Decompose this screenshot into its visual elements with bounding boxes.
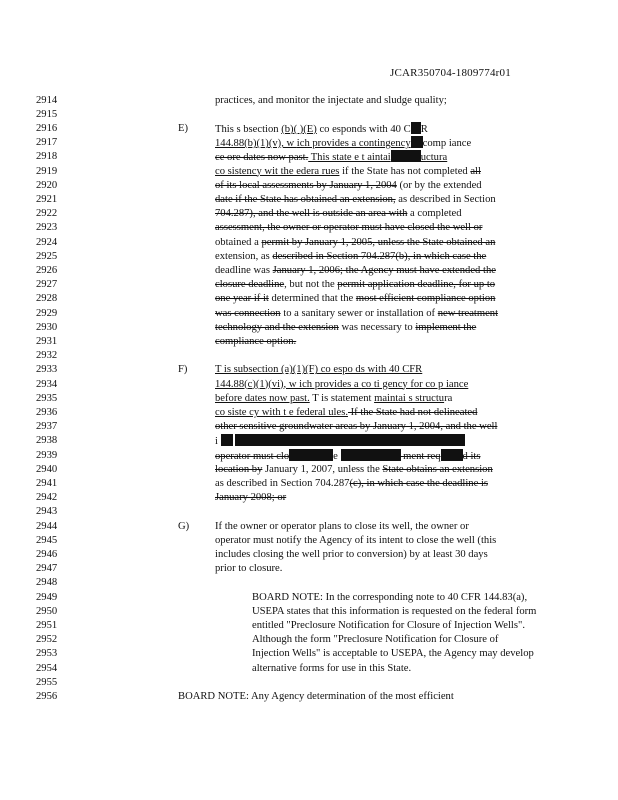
- document-line: [0, 136, 618, 150]
- line-text: [215, 236, 495, 250]
- struck-text: 704.287), and the well is outside an area with: [215, 208, 408, 220]
- text-run: comp iance: [422, 138, 472, 150]
- document-line: [0, 250, 618, 264]
- line-text: [215, 449, 480, 464]
- line-number: 2950: [36, 605, 58, 617]
- document-line: [0, 207, 618, 221]
- subsection-marker: E): [178, 122, 188, 134]
- document-line: [0, 349, 618, 363]
- line-text: [215, 193, 496, 207]
- struck-text: of its local assessments by January 1, 2004: [215, 179, 397, 191]
- line-number: 2952: [36, 634, 58, 646]
- text-run: prior to closure.: [215, 563, 283, 575]
- document-line: [0, 108, 618, 122]
- struck-text: other sensitive groundwater areas by January 1, 2004, and the well: [215, 421, 498, 433]
- line-text: [215, 122, 428, 137]
- redaction-block: [341, 449, 401, 461]
- line-text: [252, 591, 527, 605]
- underlined-text: 144.88(c)(1)(vi), w ich provides a: [215, 378, 362, 390]
- underlined-text: 144.88(b)(1)(v), w: [215, 138, 297, 150]
- line-number: 2928: [36, 293, 58, 305]
- line-number: 2954: [36, 662, 58, 674]
- line-number: 2953: [36, 648, 58, 660]
- underlined-text: ich provides a contingency: [296, 138, 411, 150]
- line-number: 2940: [36, 463, 58, 475]
- line-number: 2938: [36, 435, 58, 447]
- text-run: This s bsection: [215, 123, 282, 135]
- line-text: [252, 633, 498, 647]
- document-line: [0, 193, 618, 207]
- document-line: [0, 179, 618, 193]
- text-run: If the owner or operator plans to close its well, the owner or: [215, 520, 469, 532]
- line-number: 2918: [36, 151, 58, 163]
- document-line: [0, 307, 618, 321]
- line-number: 2951: [36, 619, 58, 631]
- document-line: [0, 150, 618, 164]
- text-run: entitled "Preclosure Notification for Closure of Injection Wells".: [252, 619, 525, 631]
- line-number: 2956: [36, 690, 58, 702]
- document-line: [0, 278, 618, 292]
- struck-text: implement the: [415, 321, 477, 333]
- document-line: [0, 505, 618, 519]
- struck-text: ment req: [400, 450, 441, 462]
- line-number: 2939: [36, 449, 58, 461]
- line-number: 2927: [36, 279, 58, 291]
- document-line: [0, 434, 618, 448]
- line-text: [215, 221, 482, 235]
- text-run: a completed: [407, 208, 462, 220]
- struck-text: ce ore dates now past.: [215, 152, 309, 164]
- underlined-text: (b)( )(E): [281, 123, 317, 135]
- line-number: 2930: [36, 321, 58, 333]
- line-number: 2914: [36, 94, 58, 106]
- text-run: R: [420, 123, 428, 135]
- line-number: 2925: [36, 250, 58, 262]
- line-number: 2922: [36, 208, 58, 220]
- line-text: [215, 136, 471, 151]
- text-run: determined that the: [268, 293, 356, 305]
- line-number: 2934: [36, 378, 58, 390]
- text-run: e: [333, 450, 341, 462]
- line-text: [215, 420, 497, 434]
- line-text: [215, 520, 469, 534]
- line-number: 2931: [36, 335, 58, 347]
- struck-text: technology and the extension: [215, 321, 339, 333]
- line-number: 2935: [36, 392, 58, 404]
- line-number: 2949: [36, 591, 58, 603]
- line-number: 2948: [36, 577, 58, 589]
- line-number: 2937: [36, 421, 58, 433]
- line-text: [215, 378, 468, 392]
- document-line: [0, 619, 618, 633]
- line-text: [215, 363, 422, 377]
- document-line: [0, 94, 618, 108]
- line-number: 2947: [36, 563, 58, 575]
- line-number: 2929: [36, 307, 58, 319]
- line-number: 2924: [36, 236, 58, 248]
- struck-text: location by: [215, 463, 263, 475]
- text-run: , but not the: [284, 279, 338, 291]
- text-run: T is statement: [309, 392, 375, 404]
- line-text: [215, 264, 496, 278]
- redaction-block: [411, 136, 423, 148]
- line-number: 2955: [36, 676, 58, 688]
- text-run: obtained a: [215, 236, 262, 248]
- line-text: [215, 250, 486, 264]
- document-line: [0, 236, 618, 250]
- underlined-text: co ti gency for co p iance: [361, 378, 469, 390]
- document-line: [0, 463, 618, 477]
- document-line: [0, 363, 618, 377]
- text-run: Although the form "Preclosure Notification for Closure of: [252, 634, 499, 646]
- line-text: [215, 477, 488, 491]
- struck-text: most efficient compliance option: [355, 293, 496, 305]
- document-line: [0, 690, 618, 704]
- document-line: [0, 321, 618, 335]
- text-run: (or by the extended: [396, 179, 482, 191]
- struck-text: described in Section 704.287(b), in which case the: [272, 250, 487, 262]
- struck-text: assessment, the owner or operator must have closed the well or: [215, 222, 483, 234]
- line-text: [215, 179, 482, 193]
- line-text: [215, 434, 465, 449]
- underlined-text: This state e t aintai: [308, 152, 391, 164]
- redaction-block: [441, 449, 463, 461]
- subsection-marker: F): [178, 364, 188, 376]
- redaction-block: [235, 434, 465, 446]
- document-line: [0, 520, 618, 534]
- document-line: [0, 662, 618, 676]
- line-number: 2932: [36, 350, 58, 362]
- struck-text: d its: [462, 450, 481, 462]
- text-run: alternative forms for use in this State.: [252, 662, 412, 674]
- document-line: [0, 378, 618, 392]
- text-run: operator must notify the Agency of its intent to close the well (this: [215, 534, 497, 546]
- line-number: 2915: [36, 108, 58, 120]
- document-line: [0, 406, 618, 420]
- line-number: 2945: [36, 534, 58, 546]
- document-line: [0, 491, 618, 505]
- text-run: if the State has not completed: [339, 165, 471, 177]
- struck-text: compliance option.: [215, 335, 297, 347]
- line-number: 2926: [36, 264, 58, 276]
- text-run: i: [215, 436, 221, 448]
- text-run: USEPA states that this information is requested on the federal form: [252, 605, 537, 617]
- text-run: deadline was: [215, 264, 273, 276]
- line-text: [215, 207, 462, 221]
- text-run: co esponds with 40 C: [316, 123, 411, 135]
- document-line: [0, 392, 618, 406]
- line-text: [215, 278, 495, 292]
- document-line: [0, 335, 618, 349]
- document-line: [0, 534, 618, 548]
- line-number: 2917: [36, 137, 58, 149]
- struck-text: all: [470, 165, 481, 177]
- line-number: 2921: [36, 193, 58, 205]
- document-line: [0, 605, 618, 619]
- document-line: [0, 165, 618, 179]
- line-number: 2946: [36, 548, 58, 560]
- line-text: [215, 165, 481, 179]
- underlined-text: maintai s structu: [374, 392, 445, 404]
- text-run: ra: [444, 392, 453, 404]
- text-run: BOARD NOTE: Any Agency determination of the most efficient: [178, 690, 454, 702]
- line-text: [252, 605, 536, 619]
- line-text: [215, 94, 447, 108]
- line-text: [215, 534, 496, 548]
- struck-text: permit by January 1, 2005, unless the State obtained an: [261, 236, 496, 248]
- line-number: 2944: [36, 520, 58, 532]
- line-text: [215, 321, 476, 335]
- struck-text: new treatment: [437, 307, 499, 319]
- line-number: 2943: [36, 506, 58, 518]
- document-line: [0, 264, 618, 278]
- struck-text: one year if it: [215, 293, 269, 305]
- document-line: [0, 477, 618, 491]
- document-line: [0, 676, 618, 690]
- line-text: [215, 406, 477, 420]
- struck-text: date if the State has obtained an extension,: [215, 193, 396, 205]
- document-line: [0, 591, 618, 605]
- document-line: [0, 562, 618, 576]
- line-text: [215, 392, 452, 406]
- text-run: practices, and monitor the injectate and sludge quality;: [215, 94, 447, 106]
- document-line: [0, 647, 618, 661]
- document-line: [0, 576, 618, 590]
- text-run: was necessary to: [338, 321, 416, 333]
- line-number: 2933: [36, 364, 58, 376]
- line-text: [215, 491, 286, 505]
- line-number: 2941: [36, 477, 58, 489]
- struck-text: January 1, 2006; the Agency must have extended the: [272, 264, 496, 276]
- document-line: [0, 548, 618, 562]
- redaction-block: [221, 434, 233, 446]
- underlined-text: es: [330, 165, 340, 177]
- redaction-block: [289, 449, 333, 461]
- line-text: [252, 662, 411, 676]
- struck-text: (c), in which case the deadline is: [349, 477, 489, 489]
- text-run: as described in Section 704.287: [215, 477, 350, 489]
- underlined-text: co siste cy with t e federal ules.: [215, 406, 348, 418]
- line-text: [215, 562, 282, 576]
- line-text: [252, 647, 534, 661]
- document-line: [0, 449, 618, 463]
- document-id-header: JCAR350704-1809774r01: [390, 67, 511, 79]
- line-text: [215, 548, 488, 562]
- text-run: January 1, 2007, unless the: [262, 463, 383, 475]
- line-text: [215, 307, 498, 321]
- document-line: [0, 292, 618, 306]
- underlined-text: uctura: [420, 152, 448, 164]
- subsection-marker: G): [178, 520, 190, 532]
- underlined-text: T is subsection (a)(1)(F) co espo ds with 40 CFR: [215, 364, 423, 376]
- struck-text: was connection: [215, 307, 281, 319]
- line-text: [178, 690, 454, 704]
- struck-text: permit application deadline, for up to: [337, 279, 496, 291]
- redaction-block: [411, 122, 421, 134]
- text-run: as described in Section: [395, 193, 496, 205]
- struck-text: January 2008; or: [215, 492, 287, 504]
- underlined-text: before dates now past.: [215, 392, 310, 404]
- line-number: 2920: [36, 179, 58, 191]
- line-number: 2942: [36, 492, 58, 504]
- underlined-text: co sistency wit the edera ru: [215, 165, 331, 177]
- struck-text: If the State had not delineated: [347, 406, 478, 418]
- text-run: Injection Wells" is acceptable to USEPA, the Agency may develop: [252, 648, 534, 660]
- line-text: [215, 292, 495, 306]
- text-run: BOARD NOTE: In the corresponding note to 40 CFR 144.83(a),: [252, 591, 528, 603]
- line-number: 2923: [36, 222, 58, 234]
- line-text: [215, 463, 493, 477]
- line-text: [215, 150, 447, 165]
- struck-text: State obtains an extension: [382, 463, 493, 475]
- struck-text: closure deadline: [215, 279, 285, 291]
- line-text: [252, 619, 525, 633]
- redaction-block: [391, 150, 421, 162]
- document-line: [0, 633, 618, 647]
- document-line: [0, 420, 618, 434]
- text-run: extension, as: [215, 250, 273, 262]
- document-line: [0, 221, 618, 235]
- document-line: [0, 122, 618, 136]
- line-number: 2919: [36, 165, 58, 177]
- struck-text: operator must clo: [215, 450, 290, 462]
- line-number: 2936: [36, 406, 58, 418]
- line-number: 2916: [36, 122, 58, 134]
- text-run: includes closing the well prior to conversion) by at least 30 days: [215, 548, 488, 560]
- text-run: to a sanitary sewer or installation of: [280, 307, 438, 319]
- line-text: [215, 335, 296, 349]
